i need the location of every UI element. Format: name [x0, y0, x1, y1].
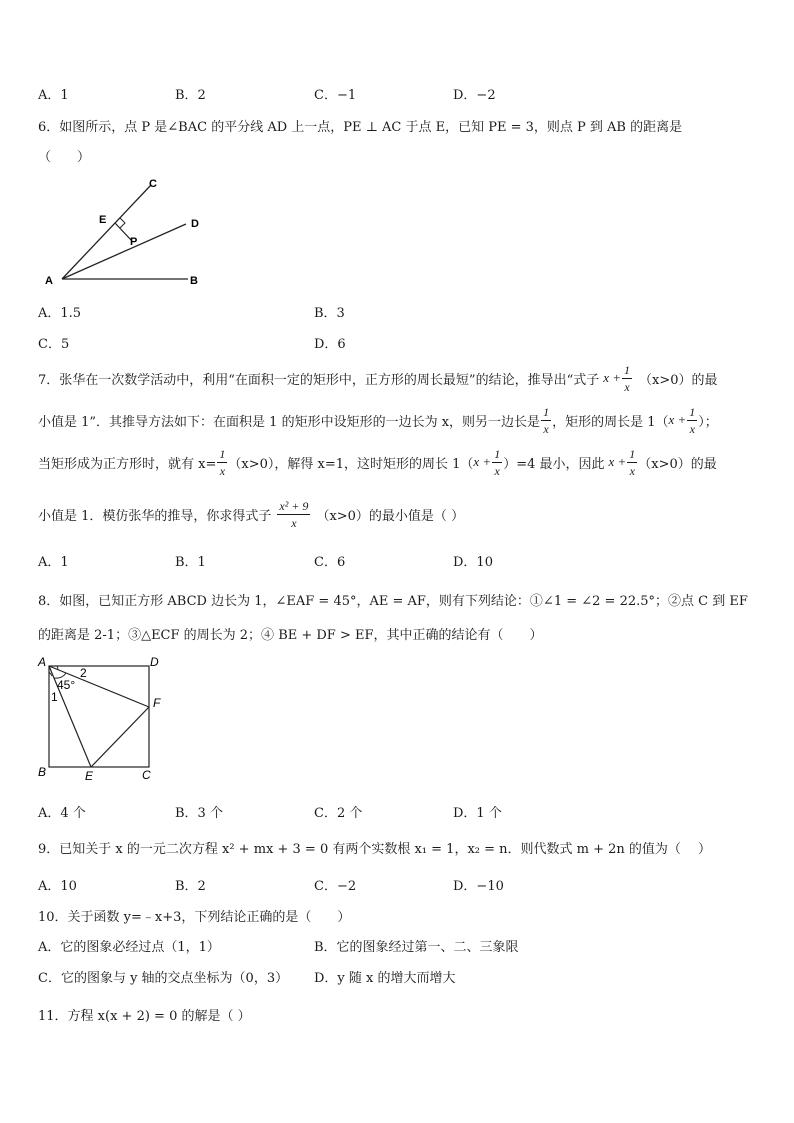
q7-option-d: D．10 — [453, 555, 493, 570]
q6-label-d: D — [191, 218, 199, 230]
q7-line-4-text: 小值是 1．模仿张华的推导，你求得式子 — [38, 508, 272, 524]
q8-option-d: D．1 个 — [453, 806, 502, 821]
q6-label-b: B — [190, 275, 198, 287]
q8-label-e: E — [85, 769, 94, 783]
q8-label-c: C — [142, 768, 151, 782]
q8-label-45: 45° — [57, 678, 76, 692]
q6-option-a: A．1.5 — [38, 306, 82, 321]
q9-option-c: C．−2 — [314, 879, 357, 894]
q6-angle-figure — [36, 172, 216, 292]
q7-line-2-text: 小值是 1”．其推导方法如下：在面积是 1 的矩形中设矩形的一边长为 x，则另一边长是 — [38, 414, 541, 430]
q6-option-d: D．6 — [314, 337, 346, 352]
q7-line-3-text: 当矩形成为正方形时，就有 x= — [38, 456, 217, 472]
q10-option-c: C．它的图象与 y 轴的交点坐标为（0，3） — [38, 971, 289, 986]
q7-fraction: $\frac{1}{x}$ — [689, 404, 696, 436]
q7-line-1 — [38, 358, 718, 398]
q8-option-c: C．2 个 — [314, 806, 363, 821]
q8-label-angle-1: 1 — [51, 690, 58, 704]
q7-expr: x + — [473, 454, 492, 469]
q8-label-b: B — [38, 765, 47, 779]
q7-expr: x + — [603, 370, 622, 385]
q7-target-fraction: $\frac{\text{x² + 9}}{x}$ — [279, 498, 309, 530]
q5-option-a: A．1 — [38, 88, 69, 103]
q8-label-a: A — [38, 655, 47, 669]
q7-option-a: A．1 — [38, 555, 69, 570]
q7-fraction: $\frac{1}{x}$ — [494, 446, 501, 478]
q7-line-1-tail: （x>0）的最 — [639, 372, 718, 388]
q7-line-4-tail: （x>0）的最小值是（ ） — [316, 508, 465, 524]
q6-label-a: A — [45, 275, 53, 287]
q7-line-2-tail: ）； — [698, 414, 718, 430]
q7-line-3-mid: （x>0），解得 x=1，这时矩形的周长 1（ — [228, 456, 474, 472]
q7-line-3-tail: （x>0）的最 — [638, 456, 717, 472]
q7-expr: x + — [668, 412, 687, 427]
q8-option-b: B．3 个 — [175, 806, 223, 821]
q6-label-c: C — [149, 178, 157, 190]
q7-line-4 — [38, 494, 464, 534]
q7-line-2 — [38, 400, 718, 440]
q9-option-d: D．−10 — [453, 879, 504, 894]
q7-line-2-mid: ，矩形的周长是 1（ — [552, 414, 669, 430]
q8-label-angle-2: 2 — [80, 666, 87, 680]
q6-label-p: P — [130, 236, 138, 248]
q7-line-3-mid2: ）=4 最小，因此 — [503, 456, 605, 472]
q6-question: 6．如图所示，点 P 是∠BAC 的平分线 AD 上一点，PE ⊥ AC 于点 E，已知 PE = 3，则点 P 到 AB 的距离是 — [38, 120, 683, 135]
q10-option-a: A．它的图象必经过点（1，1） — [38, 940, 220, 955]
q5-option-d: D．−2 — [453, 88, 496, 103]
q8-label-f: F — [153, 696, 161, 710]
q10-option-d: D．y 随 x 的增大而增大 — [314, 971, 456, 986]
q6-option-c: C．5 — [38, 337, 70, 352]
q8-label-d: D — [150, 655, 159, 669]
q9-question: 9．已知关于 x 的一元二次方程 x² + mx + 3 = 0 有两个实数根 x₁ = 1，x₂ = n．则代数式 m + 2n 的值为（ ） — [38, 842, 712, 857]
q6-label-e: E — [99, 214, 107, 226]
q6-answer-paren: （ ） — [38, 150, 91, 165]
q9-option-a: A．10 — [38, 879, 77, 894]
q8-square-figure — [36, 652, 176, 784]
q7-fraction: $\frac{1}{x}$ — [624, 362, 631, 394]
q10-question: 10．关于函数 y=﹣x+3，下列结论正确的是（ ） — [38, 910, 351, 925]
q7-line-1-text: 7．张华在一次数学活动中，利用“在面积一定的矩形中，正方形的周长最短”的结论，推导出“式子 — [38, 372, 600, 388]
q6-option-b: B．3 — [314, 306, 345, 321]
q7-option-c: C．6 — [314, 555, 346, 570]
q7-fraction: $\frac{1}{x}$ — [629, 446, 636, 478]
q10-option-b: B．它的图象经过第一、二、三象限 — [314, 940, 519, 955]
q7-expr: x + — [608, 454, 627, 469]
q11-question: 11．方程 x(x + 2) = 0 的解是（ ） — [38, 1009, 251, 1024]
q5-option-c: C．−1 — [314, 88, 357, 103]
q9-option-b: B．2 — [175, 879, 206, 894]
q8-line-2: 的距离是 2-1；③△ECF 的周长为 2；④ BE + DF > EF，其中正确的结论有（ ） — [38, 628, 543, 643]
q5-option-b: B．2 — [175, 88, 206, 103]
q8-line-1: 8．如图，已知正方形 ABCD 边长为 1，∠EAF = 45°，AE = AF，则有下列结论：①∠1 = ∠2 = 22.5°；②点 C 到 EF — [38, 594, 748, 609]
q7-option-b: B．1 — [175, 555, 206, 570]
q7-fraction: $\frac{1}{x}$ — [219, 446, 226, 478]
q7-fraction: $\frac{1}{x}$ — [543, 404, 550, 436]
q7-line-3 — [38, 442, 717, 482]
q8-option-a: A．4 个 — [38, 806, 86, 821]
